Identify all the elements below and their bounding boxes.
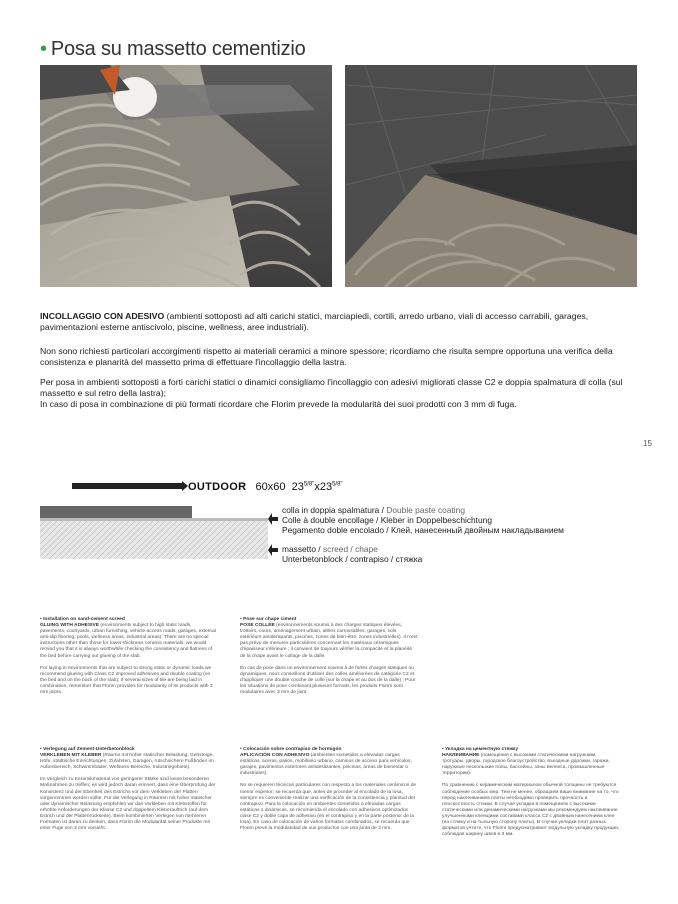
screed-layer	[40, 521, 268, 559]
glue-arrow	[268, 513, 278, 525]
column-english	[40, 617, 218, 702]
intro-paragraph-1	[40, 311, 640, 333]
column-de-bold: VERKLEBEN MIT KLEBER	[40, 753, 102, 759]
column-de-heading: • Verlegung auf Zement-Unterbetonblock	[40, 747, 135, 752]
intro-paragraph-2: Non sono richiesti particolari accorgimenti rispetto ai materiali ceramici a minore spessore; ricordiamo che risulta sempre opportuna una verifica della consistenza e planarità del massetto prima di effettuare l'incollaggio della lastra.	[40, 346, 613, 368]
column-es-heading: • Colocación sobre contrapiso de hormigón	[240, 747, 342, 752]
column-ru-bold: НАКЛЕИВАНИЕ	[442, 753, 480, 759]
title-bullet: •	[40, 38, 47, 60]
column-en-p1	[40, 623, 218, 660]
column-es-p1	[240, 753, 418, 777]
column-es-p1-text: (ambientes sometidos a elevadas cargas estáticas, aceras, patios, mobiliario urbano, caminos de acceso para vehículos, garajes, pavimentos exteriores antideslizantes, piscinas, áreas de bienestar o industriales).	[240, 753, 412, 777]
photo-trowel-application	[40, 65, 332, 287]
size-in-h-frac: 5/8"	[332, 481, 343, 488]
screed-label-main: massetto	[282, 544, 316, 554]
size-in-w: 23	[291, 481, 304, 493]
column-russian	[442, 747, 620, 844]
glue-label-1	[282, 505, 465, 515]
column-fr-p1-text: (environnements soumis à des charges statiques élevées, trottoirs, cours, aménagement urbain, allées carrossables, garages, sols extérieurs antidérapants, piscines, zones de bien-être, zones industrielles). Il n'est pas prévu de mesures particulières concernant les matériaux céramiques d'épaisseur inférieure ; il convient de toujours vérifier la compacité et la planéité de la chape avant le collage de la dalle.	[240, 623, 418, 659]
size-in-w-frac: 5/8"	[303, 481, 315, 488]
size-metric: 60x60	[255, 481, 286, 493]
screed-label-1	[282, 544, 378, 554]
screed-label-sep: /	[315, 544, 323, 554]
column-de-p1-text: (Räume mit hoher statischer Belastung, Gehsteige, Höfe, städtische Einrichtungen, Zufahrten, Garagen, rutschsichere Fußböden im Außenbereich, Schwimmbäder, Wellness-Bereiche, Industriegebiete).	[40, 753, 214, 771]
glue-label-sep: /	[379, 505, 387, 515]
glue-label-2: Colle à double encollage / Kleber in Doppelbeschichtung	[282, 515, 492, 525]
column-en-heading: • Installation on sand-cement screed	[40, 617, 125, 622]
glue-label-3: Pegamento doble encolado / Клей, нанесенный двойным накладыванием	[282, 525, 564, 535]
glue-label-gray: Double paste coating	[386, 505, 465, 515]
column-es-p2: No se requieren técnicas particulares con respecto a los materiales cerámicos de menor espesor; se recuerda que, antes de proceder al encolado de la losa, siempre es conveniente realizar una verificación de la consistencia y planitud del contrapiso. Para la colocación en ambientes sometidos a elevadas cargas estáticas o dinámicas, se recomienda el encolado con adhesivos optimizados clase C2 y doble capa de adhesivo (en el contrapiso y en la parte posterior de la losa). En caso de colocación de varios formatos combinados, se recuerda que Florim prevé la modularidad de sus productos con una junta de 3 mm.	[240, 783, 417, 832]
page-number: 15	[643, 439, 652, 448]
screed-arrow	[268, 544, 278, 556]
page-title-text: Posa su massetto cementizio	[50, 38, 306, 60]
intro-p1-text: (ambienti sottoposti ad alti carichi statici, marciapiedi, cortili, arredo urbano, viali di accesso carrabili, garages, pavimentazioni esterne antiscivolo, piscine, wellness, aree industriali).	[40, 311, 589, 333]
column-ru-p2: По сравнению с керамическим материалом обычной толщины не требуются соблюдение особых мер. Тем не менее, обращаем ваше внимание на то, что перед наклеиванием плиты необходимо проверить прочность и плоскостность стяжки. В случае укладки в помещениях с высокими статическими или динамическими нагрузками мы рекомендуем наклеивание улучшенными клеящими составами класса C2 с двойным нанесением клея (на стяжку и на тыльную сторону плиты). В случае укладки плит разных форматов учтите, что Florim предусматривает модульную укладку продукции, соблюдая ширину швов в 3 мм.	[442, 783, 620, 838]
adhesive-layer	[40, 518, 268, 521]
screed-label-2: Unterbetonblock / contrapiso / стяжка	[282, 554, 423, 564]
glue-label-main: colla in doppia spalmatura	[282, 505, 380, 515]
intro-paragraph-3a: Per posa in ambienti sottoposti a forti carichi statici o dinamici consigliamo l'incollaggio con adesivi migliorati classe C2 e doppia spalmatura di colla (sul massetto e sul retro della lastra);	[40, 377, 623, 399]
column-french	[240, 617, 418, 702]
outdoor-label: OUTDOOR	[188, 481, 247, 493]
column-fr-p2: En cas de pose dans un environnement soumis à de fortes charges statiques ou dynamiques, nous conseillons d'utiliser des colles améliorées de catégorie C2 et d'appliquer une double couche de colle (sur la chape et au dos de la dalle) ; Pour les situations de pose combinant plusieurs formats, les produits Florim sont modulaires avec 3 mm de joint.	[240, 665, 416, 696]
column-fr-heading: • Pose sur chape ciment	[240, 617, 297, 622]
outdoor-size-label	[188, 481, 343, 493]
column-en-p1-text: (environments subject to high static loads, pavements, courtyards, urban furnishing, vehicle access roads, garages, external anti-slip flooring, pools, wellness areas, industrial areas). There are no special instructions other than those for lower-thickness ceramic materials; we would remind you that it is always worthwhile checking the consistency and flatness of the bed before carrying out glueing of the slab.	[40, 623, 216, 659]
column-fr-bold: POSE COLLÉE	[240, 623, 275, 629]
photo-tile-on-adhesive	[345, 65, 637, 287]
page-title	[40, 38, 306, 61]
column-de-p1	[40, 753, 218, 771]
column-ru-p1	[442, 753, 620, 777]
size-x: x	[314, 481, 320, 493]
column-en-bold: GLUING WITH ADHESIVE	[40, 623, 100, 629]
column-fr-p1	[240, 623, 418, 660]
screed-label-gray: screed / chape	[322, 544, 378, 554]
tile-layer	[40, 506, 192, 518]
column-ru-p1-text: (помещения с высокими статическими нагрузками, тротуары, дворы, городское благоустройство, въездные дорожки, гаражи, наружные нескользкие полы, бассейны, зоны велнеса, промышленные территории).	[442, 753, 610, 777]
column-es-bold: APLICACIÓN CON ADHESIVO	[240, 753, 310, 759]
intro-paragraph-3b: In caso di posa in combinazione di più formati ricordare che Florim prevede la modularità dei suoi prodotti con 3 mm di fuga.	[40, 399, 517, 409]
column-spanish	[240, 747, 418, 838]
intro-bold-label: INCOLLAGGIO CON ADESIVO	[40, 311, 165, 321]
column-german	[40, 747, 218, 838]
column-de-p2: Im Vergleich zu Keramikmaterial von geringerer Stärke sind keine besonderen Maßnahmen zu treffen; es wird jedoch daran erinnert, dass eine Überprüfung der Konsistenz und der Ebenheit des Estrichs vor dem Verkleben der Platten vorgenommen werden sollte. Für die Verlegung in Räumen mit hoher statischer oder dynamischer Belastung empfehlen wir das Verkleben mit Klebstoffen für erhöhte Anforderungen der Klasse C2 und doppeltem Kleberauftrich (auf dem Estrich und der Plattenrückseite). Beim kombinierten Verlegen von mehreren Formaten ist daran zu denken, dass Florim die Modularität seiner Produkte mit einer Fuge von 3 mm vorsieht.	[40, 777, 216, 832]
size-in-h: 23	[319, 481, 333, 493]
column-en-p2: For laying in environments that are subject to strong static or dynamic loads we recommend glueing with Class C2 improved adhesives and double coating (on the bed and on the back of the slab); If several sizes of tile are being laid in combination, remember that Florim provides for modularity of its products with 3 mm joints.	[40, 665, 213, 696]
column-ru-heading: • Укладка на цементную стяжку	[442, 747, 519, 752]
outdoor-arrow	[72, 481, 188, 491]
